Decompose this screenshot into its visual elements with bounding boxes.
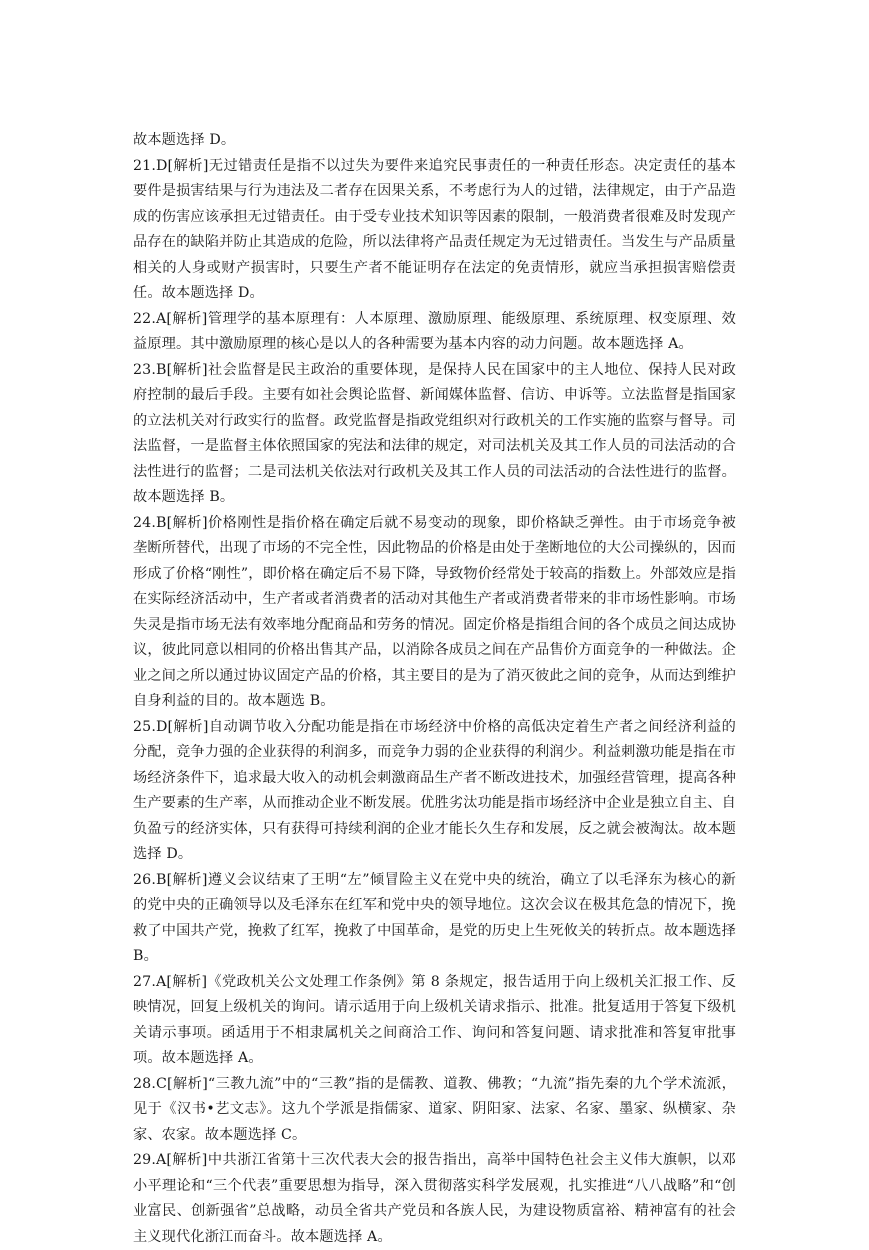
answer-explanation-27: 27.A[解析]《党政机关公文处理工作条例》第 8 条规定，报告适用于向上级机关汇报工作、反映情况，回复上级机关的询问。请示适用于向上级机关请求指示、批准。批复适用于答复下级机关请示事项。函适用于不相隶属机关之间商洽工作、询问和答复问题、请求批准和答复审批事项。故本题选择 A。 [133, 973, 736, 1066]
answer-explanation-23: 23.B[解析]社会监督是民主政治的重要体现，是保持人民在国家中的主人地位、保持人民对政府控制的最后手段。主要有如社会舆论监督、新闻媒体监督、信访、申诉等。立法监督是指国家的立法机关对行政实行的监督。政党监督是指政党组织对行政机关的工作实施的监察与督导。司法监督，一是监督主体依照国家的宪法和法律的规定，对司法机关及其工作人员的司法活动的合法性进行的监督；二是司法机关依法对行政机关及其工作人员的司法活动的合法性进行的监督。故本题选择 B。 [133, 361, 736, 505]
answer-explanation-24: 24.B[解析]价格刚性是指价格在确定后就不易变动的现象，即价格缺乏弹性。由于市场竞争被垄断所替代，出现了市场的不完全性，因此物品的价格是由处于垄断地位的大公司操纵的，因而形成了价格“刚性”，即价格在确定后不易下降，导致物价经常处于较高的指数上。外部效应是指在实际经济活动中，生产者或者消费者的活动对其他生产者或消费者带来的非市场性影响。市场失灵是指市场无法有效率地分配商品和劳务的情况。固定价格是指组合间的各个成员之间达成协议，彼此同意以相同的价格出售其产品，以消除各成员之间在产品售价方面竞争的一种做法。企业之间之所以通过协议固定产品的价格，其主要目的是为了消灭彼此之间的竞争，从而达到维护自身利益的目的。故本题选 B。 [133, 514, 736, 709]
answer-explanation-22: 22.A[解析]管理学的基本原理有：人本原理、激励原理、能级原理、系统原理、权变原理、效益原理。其中激励原理的核心是以人的各种需要为基本内容的动力问题。故本题选择 A。 [133, 310, 736, 352]
answer-tail-20: 故本题选择 D。 [133, 132, 236, 148]
answer-explanation-28: 28.C[解析]“三教九流”中的“三教”指的是儒教、道教、佛教；“九流”指先秦的九个学术流派，见于《汉书•艺文志》。这九个学派是指儒家、道家、阴阳家、法家、名家、墨家、纵横家、杂家、农家。故本题选择 C。 [133, 1075, 736, 1143]
answer-explanation-29: 29.A[解析]中共浙江省第十三次代表大会的报告指出，高举中国特色社会主义伟大旗帜，以邓小平理论和“三个代表”重要思想为指导，深入贯彻落实科学发展观，扎实推进“八八战略”和“创业富民、创新强省”总战略，动员全省共产党员和各族人民，为建设物质富裕、精神富有的社会主义现代化浙江而奋斗。故本题选择 A。 [133, 1152, 736, 1245]
answer-explanation-25: 25.D[解析]自动调节收入分配功能是指在市场经济中价格的高低决定着生产者之间经济利益的分配，竞争力强的企业获得的利润多，而竞争力弱的企业获得的利润少。利益刺激功能是指在市场经济条件下，追求最大收入的动机会刺激商品生产者不断改进技术，加强经营管理，提高各种生产要素的生产率，从而推动企业不断发展。优胜劣汰功能是指市场经济中企业是独立自主、自负盈亏的经济实体，只有获得可持续利润的企业才能长久生存和发展，反之就会被淘汰。故本题选择 D。 [133, 718, 736, 862]
answer-explanation-26: 26.B[解析]遵义会议结束了王明“左”倾冒险主义在党中央的统治，确立了以毛泽东为核心的新的党中央的正确领导以及毛泽东在红军和党中央的领导地位。这次会议在极其危急的情况下，挽救了中国共产党，挽救了红军，挽救了中国革命，是党的历史上生死攸关的转折点。故本题选择 B。 [133, 871, 736, 964]
answer-explanation-21: 21.D[解析]无过错责任是指不以过失为要件来追究民事责任的一种责任形态。决定责任的基本要件是损害结果与行为违法及二者存在因果关系，不考虑行为人的过错，法律规定，由于产品造成的伤害应该承担无过错责任。由于受专业技术知识等因素的限制，一般消费者很难及时发现产品存在的缺陷并防止其造成的危险，所以法律将产品责任规定为无过错责任。当发生与产品质量相关的人身或财产损害时，只要生产者不能证明存在法定的免责情形，就应当承担损害赔偿责任。故本题选择 D。 [133, 157, 736, 301]
document-body [133, 128, 736, 1250]
